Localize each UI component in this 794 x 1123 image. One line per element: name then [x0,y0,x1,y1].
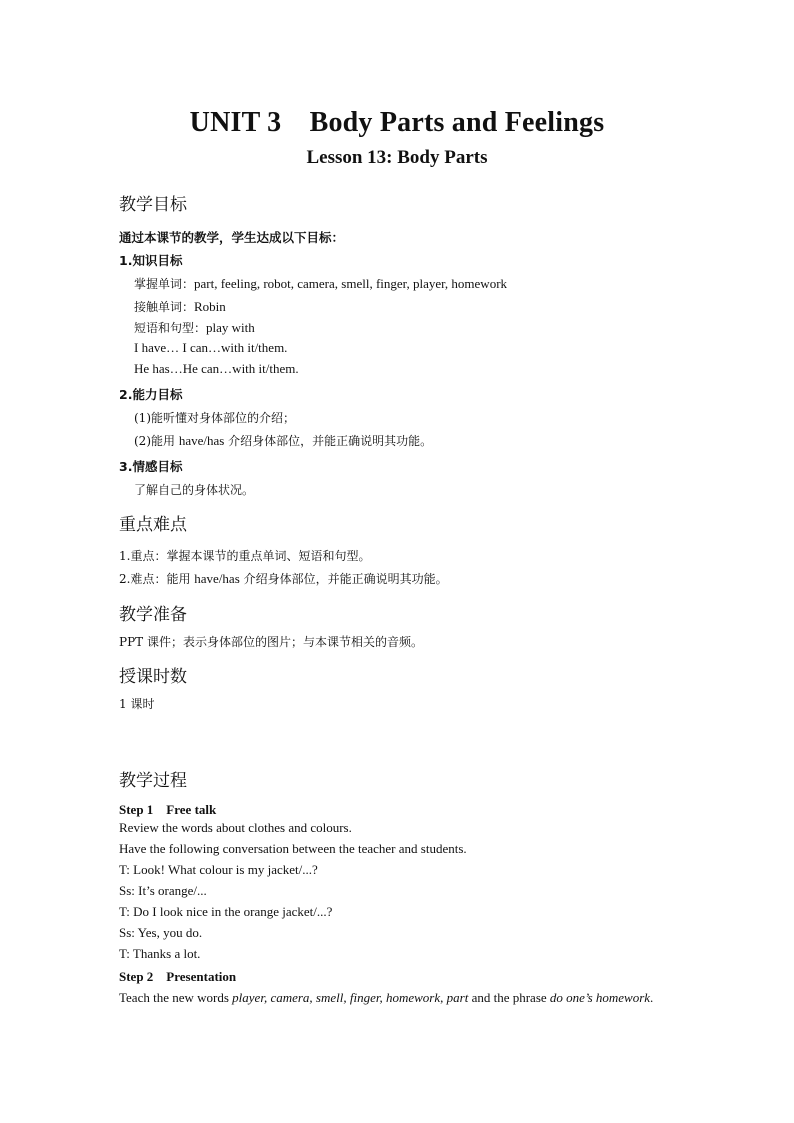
process-heading: 教学过程 [119,771,187,791]
contact-label: 接触单词： [134,300,195,314]
preparation-heading: 教学准备 [119,605,187,625]
step1-line-4: Ss: It’s orange/... [119,883,207,898]
step1-line-3: T: Look! What colour is my jacket/...? [119,862,318,877]
unit-title: UNIT 3 Body Parts and Feelings [189,107,605,138]
key-point-2: 2.难点：能用 have/has 介绍身体部位，并能正确说明其功能。 [119,571,448,586]
phrase-line [134,319,255,336]
sentence-pattern-2: He has…He can…with it/them. [134,361,299,376]
step1-line-1: Review the words about clothes and colours. [119,820,352,835]
phrase-label: 短语和句型： [134,321,207,335]
master-words-line [134,275,507,292]
step1-heading: Step 1 Free talk [119,802,217,817]
hours-text: 1 课时 [119,697,155,711]
sentence-pattern-1: I have… I can…with it/them. [134,340,288,355]
step2-text: Teach the new words player, camera, smell, finger, homework, part and the phrase do one’s homework. [119,990,654,1005]
emotion-heading: 3.情感目标 [119,459,183,474]
key-point-1: 1.重点：掌握本课节的重点单词、短语和句型。 [119,549,371,563]
key-points-heading: 重点难点 [119,515,187,535]
step1-line-6: Ss: Yes, you do. [119,925,203,940]
step1-line-7: T: Thanks a lot. [119,946,201,961]
ability-item-1: (1)能听懂对身体部位的介绍； [134,411,295,425]
step2-heading: Step 2 Presentation [119,969,237,984]
master-label: 掌握单词： [134,277,195,291]
emotion-item-1: 了解自己的身体状况。 [134,483,255,497]
preparation-text: PPT 课件；表示身体部位的图片；与本课节相关的音频。 [119,635,423,649]
ability-item-2: (2)能用 have/has 介绍身体部位，并能正确说明其功能。 [134,433,433,448]
master-words: part, feeling, robot, camera, smell, finger, player, homework [194,276,508,291]
contact-words: Robin [194,299,226,314]
contact-words-line [134,298,226,315]
objectives-heading: 教学目标 [119,195,187,215]
lesson-title: Lesson 13: Body Parts [306,147,488,168]
knowledge-heading: 1.知识目标 [119,253,183,268]
ability-heading: 2.能力目标 [119,387,183,402]
objectives-intro: 通过本课节的教学，学生达成以下目标： [119,230,345,245]
step1-line-2: Have the following conversation between the teacher and students. [119,841,467,856]
phrase-words: play with [206,320,255,335]
step1-line-5: T: Do I look nice in the orange jacket/...? [119,904,333,919]
hours-heading: 授课时数 [119,667,187,687]
